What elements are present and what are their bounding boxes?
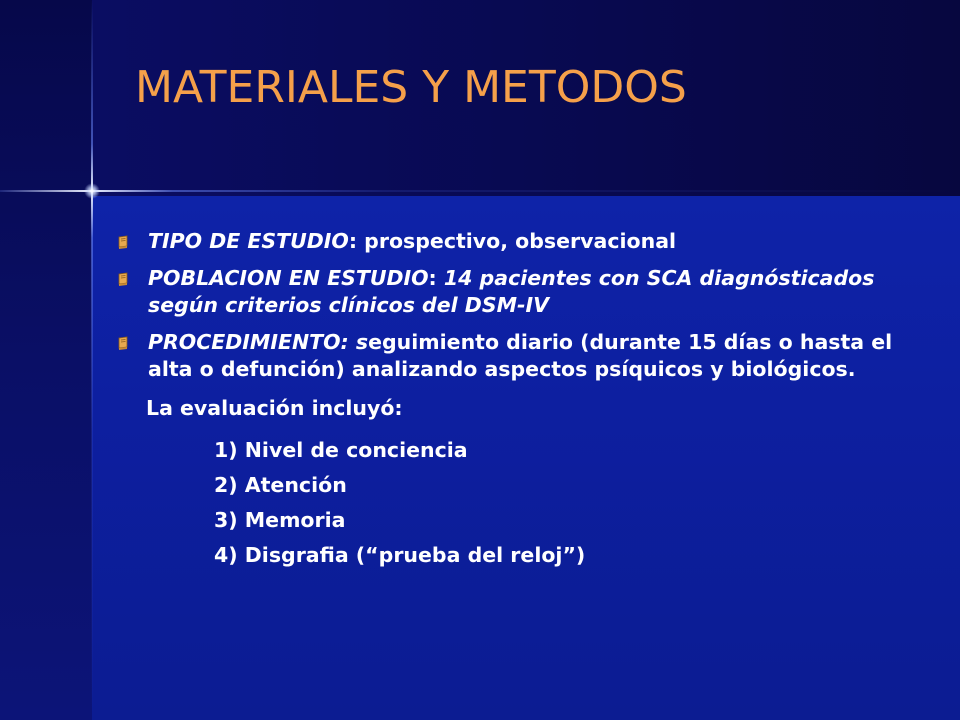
bullet-text: 14 pacientes con SCA diagnósticados según criterios clínicos del DSM-IV bbox=[148, 266, 875, 317]
bullet-label: PROCEDIMIENTO: s bbox=[148, 330, 369, 354]
bullet-separator: : bbox=[348, 229, 365, 253]
list-item: 4) Disgrafia (“prueba del reloj”) bbox=[214, 543, 586, 567]
bullet-study-type bbox=[116, 228, 926, 255]
sparkle-icon-horizontal-ray bbox=[0, 190, 960, 192]
book-icon bbox=[116, 272, 130, 286]
slide-body bbox=[116, 228, 926, 573]
bullet-procedure bbox=[116, 329, 926, 383]
bullet-label: TIPO DE ESTUDIO bbox=[148, 229, 349, 253]
bullet-separator: : bbox=[428, 266, 444, 290]
list-item: 1) Nivel de conciencia bbox=[214, 438, 468, 462]
book-icon bbox=[116, 336, 130, 350]
slide-title: MATERIALES Y METODOS bbox=[135, 62, 687, 113]
sparkle-icon-vertical-ray bbox=[91, 0, 93, 720]
bullet-text: prospectivo, observacional bbox=[364, 229, 677, 253]
evaluation-list bbox=[116, 433, 926, 573]
bullet-label: POBLACION EN ESTUDIO bbox=[148, 266, 429, 290]
bullet-text: eguimiento diario (durante 15 días o hasta el alta o defunción) analizando aspectos psíquicos y biológicos. bbox=[148, 330, 893, 381]
book-icon bbox=[116, 235, 130, 249]
bullet-study-population bbox=[116, 265, 926, 319]
evaluation-intro: La evaluación incluyó: bbox=[146, 396, 403, 420]
sparkle-icon bbox=[84, 183, 100, 199]
list-item: 2) Atención bbox=[214, 473, 347, 497]
background-left-band bbox=[0, 0, 92, 720]
list-item: 3) Memoria bbox=[214, 508, 346, 532]
